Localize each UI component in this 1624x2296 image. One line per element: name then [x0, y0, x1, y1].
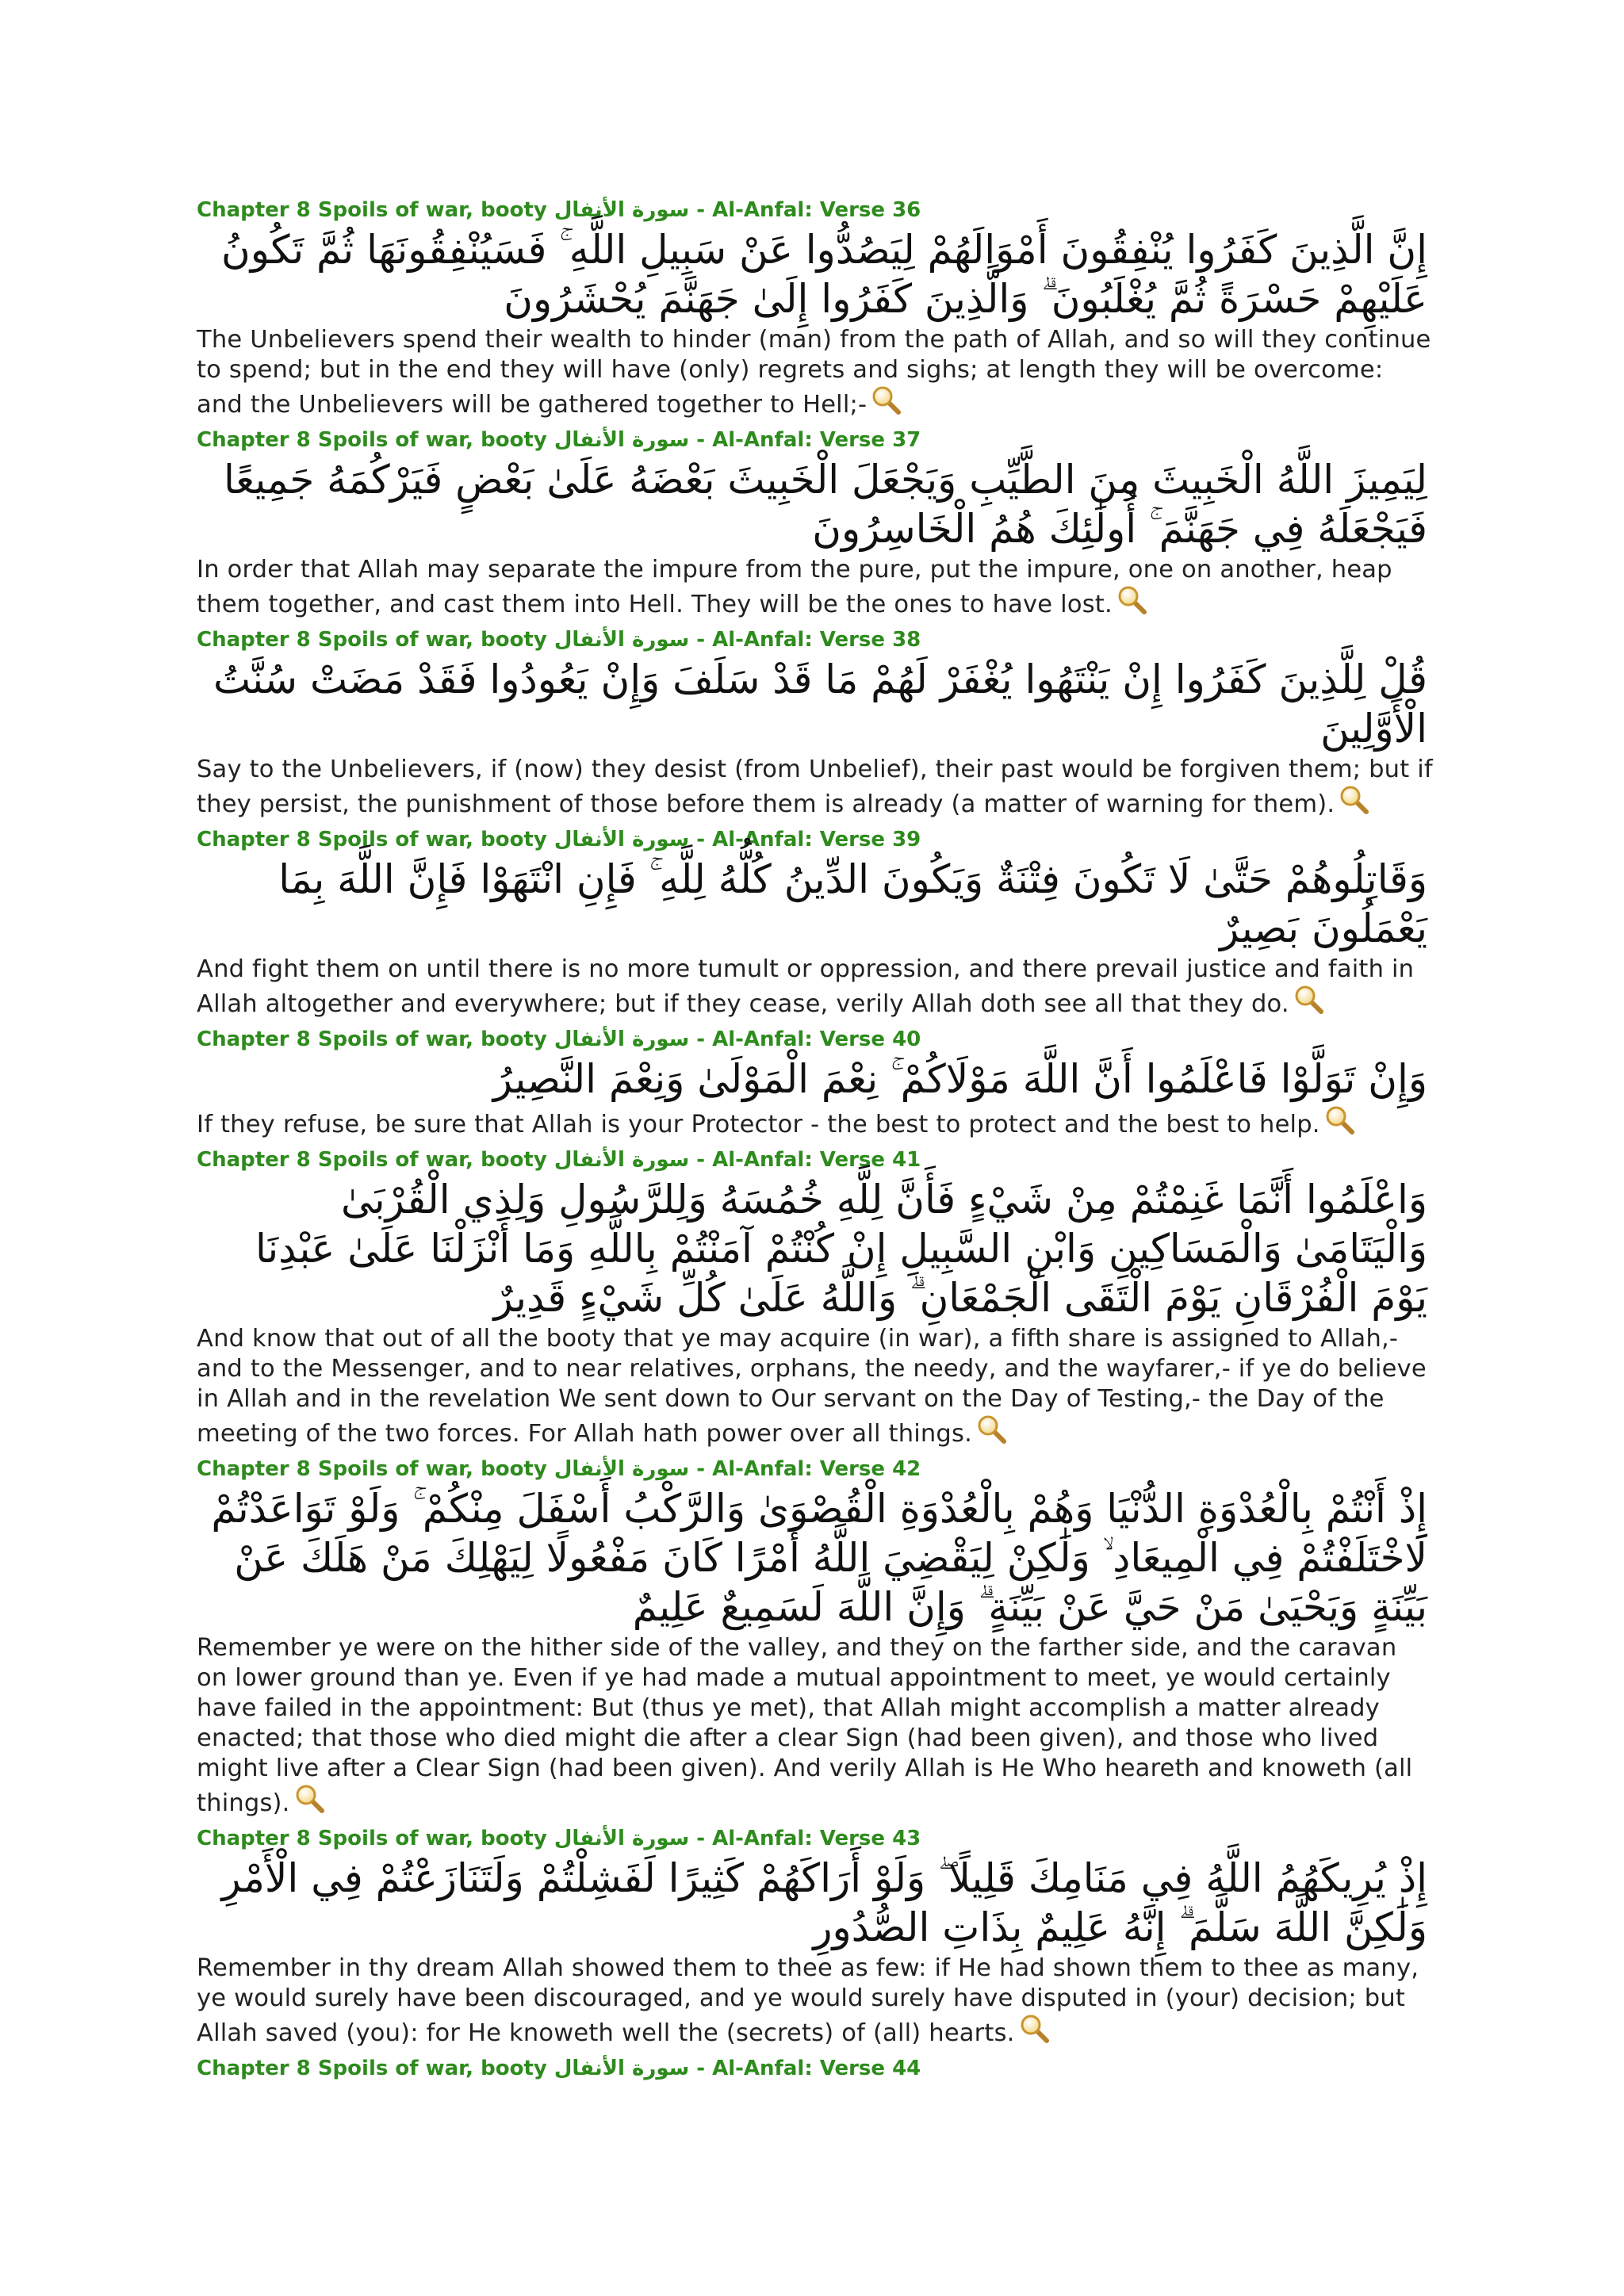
arabic-text: وَاعْلَمُوا أَنَّمَا غَنِمْتُمْ مِنْ شَيْءٍ فَأَنَّ لِلَّهِ خُمُسَهُ وَلِلرَّسُولِ وَلِذِي الْقُرْبَىٰ وَالْيَتَامَىٰ وَالْمَسَاكِينِ وَابْنِ السَّبِيلِ إِنْ كُنْتُمْ آمَنْتُمْ بِاللَّهِ وَمَا أَنْزَلْنَا عَلَىٰ عَبْدِنَا يَوْمَ الْفُرْقَانِ يَوْمَ الْتَقَى الْجَمْعَانِ ۗ وَاللَّهُ عَلَىٰ كُلِّ شَيْءٍ قَدِيرٌ — [255, 1177, 1427, 1321]
arabic-text: وَإِنْ تَوَلَّوْا فَاعْلَمُوا أَنَّ اللَّهَ مَوْلَاكُمْ ۚ نِعْمَ الْمَوْلَىٰ وَنِعْمَ النَّصِيرُ — [492, 1056, 1427, 1102]
arabic-text: وَقَاتِلُوهُمْ حَتَّىٰ لَا تَكُونَ فِتْنَةٌ وَيَكُونَ الدِّينُ كُلُّهُ لِلَّهِ ۚ فَإِنِ انْتَهَوْا فَإِنَّ اللَّهَ بِمَا يَعْمَلُونَ بَصِيرٌ — [278, 856, 1427, 951]
verse-reference: - Al-Anfal: Verse 43 — [696, 1827, 921, 1850]
verse-reference: - Al-Anfal: Verse 36 — [696, 198, 921, 222]
surah-name: سورة الأنفال — [553, 628, 690, 652]
magnifier-icon[interactable] — [871, 385, 902, 415]
arabic-text: لِيَمِيزَ اللَّهُ الْخَبِيثَ مِنَ الطَّيِّبِ وَيَجْعَلَ الْخَبِيثَ بَعْضَهُ عَلَىٰ بَعْضٍ فَيَرْكُمَهُ جَمِيعًا فَيَجْعَلَهُ فِي جَهَنَّمَ ۚ أُولَٰئِكَ هُمُ الْخَاسِرُونَ — [224, 457, 1427, 552]
translation-text: And know that out of all the booty that ye may acquire (in war), a fifth share is assigned to Allah,- and to the Messenger, and to near relatives, orphans, the needy, and the wayfarer,- if ye do believe in Allah and in the revelation We sent down to Our servant on the Day of Testing,- the Day of the meeting of the two forces. For Allah hath power over all things. — [197, 1325, 1427, 1448]
verse-block — [197, 1146, 1434, 1449]
verse-reference: - Al-Anfal: Verse 42 — [696, 1457, 921, 1481]
arabic-text: إِذْ أَنْتُمْ بِالْعُدْوَةِ الدُّنْيَا وَهُمْ بِالْعُدْوَةِ الْقُصْوَىٰ وَالرَّكْبُ أَسْفَلَ مِنْكُمْ ۚ وَلَوْ تَوَاعَدْتُمْ لَاخْتَلَفْتُمْ فِي الْمِيعَادِ ۙ وَلَٰكِنْ لِيَقْضِيَ اللَّهُ أَمْرًا كَانَ مَفْعُولًا لِيَهْلِكَ مَنْ هَلَكَ عَنْ بَيِّنَةٍ وَيَحْيَىٰ مَنْ حَيَّ عَنْ بَيِّنَةٍ ۗ وَإِنَّ اللَّهَ لَسَمِيعٌ عَلِيمٌ — [211, 1486, 1427, 1630]
english-translation — [197, 555, 1434, 620]
verse-reference: - Al-Anfal: Verse 40 — [696, 1027, 921, 1051]
chapter-title: Chapter 8 Spoils of war, booty — [197, 1457, 547, 1481]
verse-block — [197, 626, 1434, 820]
verse-header — [197, 2055, 1434, 2082]
translation-text: In order that Allah may separate the impure from the pure, put the impure, one on another, heap them together, and cast them into Hell. They will be the ones to have lost. — [197, 556, 1392, 618]
translation-text: If they refuse, be sure that Allah is your Protector - the best to protect and the best to help. — [197, 1111, 1320, 1138]
verse-header — [197, 826, 1434, 853]
magnifier-icon[interactable] — [1117, 585, 1147, 615]
magnifier-icon[interactable] — [977, 1414, 1007, 1445]
verse-header — [197, 1456, 1434, 1483]
surah-name: سورة الأنفال — [553, 828, 690, 851]
english-translation — [197, 1633, 1434, 1819]
chapter-title: Chapter 8 Spoils of war, booty — [197, 1027, 547, 1051]
english-translation — [197, 1954, 1434, 2049]
verse-reference: - Al-Anfal: Verse 37 — [696, 428, 921, 452]
verse-header — [197, 197, 1434, 224]
magnifier-icon[interactable] — [295, 1784, 325, 1814]
verse-block — [197, 1456, 1434, 1819]
verse-block — [197, 826, 1434, 1020]
verse-reference: - Al-Anfal: Verse 38 — [696, 628, 921, 652]
verse-header — [197, 1825, 1434, 1852]
chapter-title: Chapter 8 Spoils of war, booty — [197, 828, 547, 851]
chapter-title: Chapter 8 Spoils of war, booty — [197, 2057, 547, 2080]
verse-list — [197, 197, 1434, 2049]
page-content — [197, 197, 1434, 2082]
surah-name: سورة الأنفال — [553, 1027, 690, 1051]
surah-name: سورة الأنفال — [553, 1148, 690, 1172]
chapter-title: Chapter 8 Spoils of war, booty — [197, 428, 547, 452]
verse-block — [197, 1026, 1434, 1140]
verse-block — [197, 427, 1434, 620]
verse-reference: - Al-Anfal: Verse 39 — [696, 828, 921, 851]
surah-name: سورة الأنفال — [553, 1457, 690, 1481]
translation-text: Remember ye were on the hither side of the valley, and they on the farther side, and the caravan on lower ground than ye. Even if ye had made a mutual appointment to meet, ye would certainly have failed in the appointment: But (thus ye met), that Allah might accomplish a matter already enacted; that those who died might die after a clear Sign (had been given), and those who lived might live after a Clear Sign (had been given). And verily Allah is He Who heareth and knoweth (all things). — [197, 1634, 1413, 1817]
verse-block — [197, 197, 1434, 420]
surah-name: سورة الأنفال — [553, 1827, 690, 1850]
translation-text: The Unbelievers spend their wealth to hinder (man) from the path of Allah, and so will they continue to spend; but in the end they will have (only) regrets and sighs; at length they will be overcome: and the Unbelievers will be gathered together to Hell;- — [197, 326, 1431, 419]
verse-reference: - Al-Anfal: Verse 44 — [696, 2057, 921, 2080]
english-translation — [197, 755, 1434, 820]
verse-reference: - Al-Anfal: Verse 41 — [696, 1148, 921, 1172]
chapter-title: Chapter 8 Spoils of war, booty — [197, 198, 547, 222]
arabic-text: إِنَّ الَّذِينَ كَفَرُوا يُنْفِقُونَ أَمْوَالَهُمْ لِيَصُدُّوا عَنْ سَبِيلِ اللَّهِ ۚ فَسَيُنْفِقُونَهَا ثُمَّ تَكُونُ عَلَيْهِمْ حَسْرَةً ثُمَّ يُغْلَبُونَ ۗ وَالَّذِينَ كَفَرُوا إِلَىٰ جَهَنَّمَ يُحْشَرُونَ — [221, 227, 1427, 322]
chapter-title: Chapter 8 Spoils of war, booty — [197, 1148, 547, 1172]
chapter-title: Chapter 8 Spoils of war, booty — [197, 1827, 547, 1850]
verse-block — [197, 1825, 1434, 2049]
magnifier-icon[interactable] — [1020, 2014, 1050, 2044]
arabic-text: إِذْ يُرِيكَهُمُ اللَّهُ فِي مَنَامِكَ قَلِيلًا ۖ وَلَوْ أَرَاكَهُمْ كَثِيرًا لَفَشِلْتُمْ وَلَتَنَازَعْتُمْ فِي الْأَمْرِ وَلَٰكِنَّ اللَّهَ سَلَّمَ ۗ إِنَّهُ عَلِيمٌ بِذَاتِ الصُّدُورِ — [221, 1855, 1427, 1950]
verse-header — [197, 1026, 1434, 1053]
magnifier-icon[interactable] — [1325, 1105, 1355, 1135]
verse-header — [197, 626, 1434, 653]
surah-name: سورة الأنفال — [553, 428, 690, 452]
magnifier-icon[interactable] — [1339, 785, 1369, 815]
english-translation — [197, 325, 1434, 420]
surah-name: سورة الأنفال — [553, 2057, 690, 2080]
translation-text: And fight them on until there is no more tumult or oppression, and there prevail justice and faith in Allah altogether and everywhere; but if they cease, verily Allah doth see all that they do. — [197, 955, 1415, 1018]
english-translation — [197, 1324, 1434, 1449]
arabic-text: قُلْ لِلَّذِينَ كَفَرُوا إِنْ يَنْتَهُوا يُغْفَرْ لَهُمْ مَا قَدْ سَلَفَ وَإِنْ يَعُودُوا فَقَدْ مَضَتْ سُنَّتُ الْأَوَّلِينَ — [213, 656, 1427, 752]
verse-header — [197, 1146, 1434, 1173]
english-translation — [197, 1105, 1434, 1140]
magnifier-icon[interactable] — [1294, 985, 1324, 1015]
translation-text: Say to the Unbelievers, if (now) they desist (from Unbelief), their past would be forgiven them; but if they persist, the punishment of those before them is already (a matter of warning for them). — [197, 756, 1433, 818]
verse-header — [197, 427, 1434, 453]
translation-text: Remember in thy dream Allah showed them to thee as few: if He had shown them to thee as many, ye would surely have been discouraged, and ye would surely have disputed in (your) decision; but Allah saved (you): for He knoweth well the (secrets) of (all) hearts. — [197, 1954, 1419, 2047]
chapter-title: Chapter 8 Spoils of war, booty — [197, 628, 547, 652]
surah-name: سورة الأنفال — [553, 198, 690, 222]
english-translation — [197, 955, 1434, 1020]
